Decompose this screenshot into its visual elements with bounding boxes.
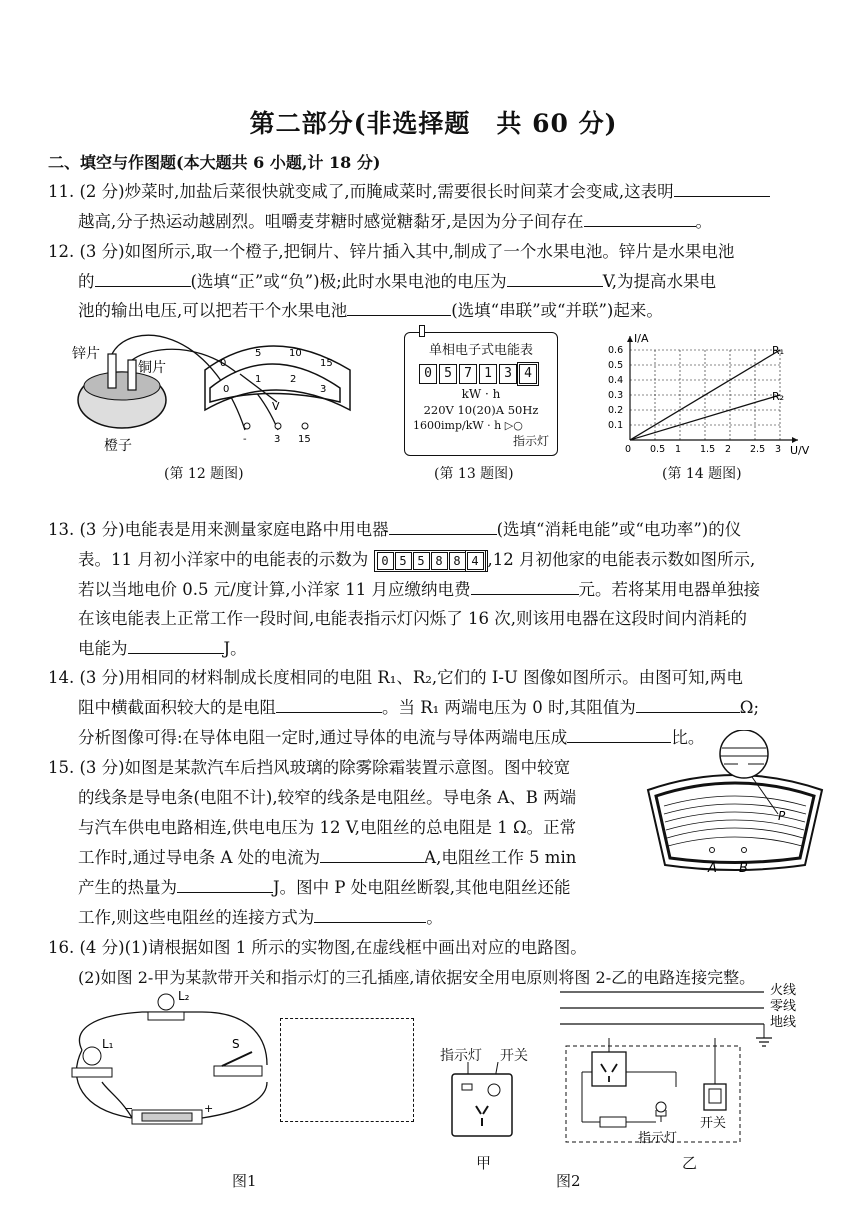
fig13-meter [404,332,558,456]
q13-line5 [78,637,247,661]
point-b-label: B [739,861,748,876]
q13-initial-reading [374,550,488,572]
q15-blank1[interactable] [320,846,424,863]
switch-base [214,1066,262,1076]
q14-text3: Ω; [739,698,760,717]
q11-blank1[interactable] [674,180,770,197]
yi-switch-button [709,1089,721,1103]
meter-digit: 5 [439,364,457,384]
jia-caption: 甲 [476,1154,492,1172]
q13-blank2[interactable] [471,578,579,595]
socket-panel [452,1074,512,1136]
l2-bulb-icon [158,994,174,1010]
voltmeter-unit: V [272,400,280,413]
battery-negative-sign: − [124,1102,134,1115]
q14-text1: 阻中横截面积较大的是电阻 [78,698,276,717]
q12-text2: (选填“正”或“负”)极;此时水果电池的电压为 [190,272,507,291]
q15-text4: J。图中 P 处电阻丝断裂,其他电阻丝还能 [273,878,571,897]
zinc-label: 锌片 [72,346,100,362]
terminal-3 [275,423,281,429]
scale-bottom-0: 0 [223,384,230,395]
q13-line3 [78,578,760,602]
zinc-plate [108,354,116,388]
scale-bottom-3: 3 [320,384,327,395]
series-line-2 [630,395,780,440]
x-tick-label: 2.5 [750,444,766,455]
q12-line1: 12. (3 分)如图所示,取一个橙子,把铜片、锌片插入其中,制成了一个水果电池。锌片是水果电池 [48,242,735,261]
q14-line1: 14. (3 分)用相同的材料制成长度相同的电阻 R₁、R₂,它们的 I-U 图像如图所示。由图可知,两电 [48,668,743,687]
q15-line2: 的线条是导电条(电阻不计),较窄的线条是电阻丝。导电条 A、B 两端 [78,788,577,807]
jia-socket [448,1062,518,1140]
x-tick-label: 3 [775,444,782,455]
meter-digit: 1 [479,364,497,384]
live-label: 火线 [770,983,797,998]
q15-text3: 产生的热量为 [78,878,177,897]
reading-digit: 0 [377,552,394,570]
resistor-icon [600,1117,626,1127]
q15-blank2[interactable] [177,876,273,893]
yi-indicator-lamp-icon [656,1102,666,1112]
jia-switch-label: 开关 [500,1048,528,1064]
reading-digit: 5 [395,552,412,570]
q11-line2 [78,210,712,234]
terminal-3-label: 3 [274,434,281,445]
yi-indicator-label: 指示灯 [638,1131,678,1146]
y-tick-label: 0.5 [608,360,624,371]
socket-switch-icon [488,1084,500,1096]
q11-blank2[interactable] [584,210,696,227]
l1-label: L₁ [102,1037,114,1051]
y-tick-label: 0.1 [608,420,624,431]
copper-label: 铜片 [138,360,166,376]
reading-digit: 8 [431,552,448,570]
x-axis-label: U/V [790,444,810,457]
yi-switch-label: 开关 [700,1116,727,1131]
x-tick-label: 0 [625,444,632,455]
q15-line1: 15. (3 分)如图是某款汽车后挡风玻璃的除雾除霜装置示意图。图中较宽 [48,758,571,777]
meter-indicator-label: 指示灯 [512,434,549,448]
fig15-defroster [640,730,830,880]
q11-text1: 11. (2 分)炒菜时,加盐后菜很快就变咸了,而腌咸菜时,需要很长时间菜才会变咸,这表明 [48,182,674,201]
x-tick-label: 2 [725,444,732,455]
indicator-lamp-icon: ○ [513,419,523,432]
q11-text2: 越高,分子热运动越剧烈。咀嚼麦芽糖时感觉糖黏牙,是因为分子间存在 [78,212,584,231]
y-tick-label: 0.6 [608,345,624,356]
y-tick-label: 0.2 [608,405,624,416]
q14-text4: 分析图像可得:在导体电阻一定时,通过导体的电流与导体两端电压成 [78,728,568,747]
x-tick-label: 0.5 [650,444,666,455]
meter-digit: 7 [459,364,477,384]
q13-line4: 在该电能表上正常工作一段时间,电能表指示灯闪烁了 16 次,则该用电器在这段时间内消耗的 [78,609,747,628]
q14-line3 [78,726,704,750]
q12-text1: 的 [78,272,95,291]
battery-positive-sign: + [204,1102,214,1115]
point-p-label: P [778,809,786,823]
point-a-label: A [708,861,717,876]
q12-blank2[interactable] [507,270,603,287]
meter-hook [419,325,425,337]
q15-line6 [78,906,443,930]
play-icon: ▷ [504,419,514,432]
q15-text1: 工作时,通过导电条 A 处的电流为 [78,848,321,867]
fig12-fruit-battery [70,330,360,462]
q14-line2 [78,696,759,720]
meter-digit: 0 [419,364,437,384]
scale-top-15: 15 [320,358,333,369]
orange-cut-face [84,372,160,400]
ground-label: 地线 [770,1015,797,1030]
fig14-caption: (第 14 题图) [662,466,742,482]
y-axis-arrow [627,336,633,342]
q12-blank1[interactable] [95,270,191,287]
scale-top-0: 0 [220,358,227,369]
l2-label: L₂ [178,990,190,1003]
x-axis-arrow [792,437,798,443]
neutral-label: 零线 [770,999,797,1014]
q13-text7: 电能为 [78,639,128,658]
q14-text5: 比。 [671,728,705,747]
fig2-caption: 图2 [556,1172,581,1190]
reading-digit: 5 [413,552,430,570]
q15-text5: 工作,则这些电阻丝的连接方式为 [78,908,315,927]
circuit-answer-box[interactable] [280,1018,414,1122]
q15-text2: A,电阻丝工作 5 min [424,848,577,867]
q13-text4: ,12 月初他家的电能表示数如图所示, [487,550,756,569]
fig14-iu-chart [600,330,815,462]
meter-digit-decimal: 4 [519,364,537,384]
q13-text1: 13. (3 分)电能表是用来测量家庭电路中用电器 [48,520,389,539]
battery-cell [142,1113,192,1121]
terminal-neg [244,423,250,429]
q16-line1: 16. (4 分)(1)请根据如图 1 所示的实物图,在虚线框中画出对应的电路图。 [48,938,587,957]
terminal-neg-label: - [243,434,247,445]
q15-line3: 与汽车供电电路相连,供电电压为 12 V,电阻丝的总电阻是 1 Ω。正常 [78,818,577,837]
q12-text4: 池的输出电压,可以把若干个水果电池 [78,301,348,320]
q14-text2: 。当 R₁ 两端电压为 0 时,其阻值为 [382,698,636,717]
x-tick-label: 1 [675,444,682,455]
fig1-caption: 图1 [232,1172,257,1190]
q12-text5: (选填“串联”或“并联”)起来。 [451,301,663,320]
q15-line5 [78,876,570,900]
switch-lever [222,1052,252,1066]
q12-blank3[interactable] [347,299,451,316]
y-axis-label: I/A [634,332,649,345]
magnifier-circle [720,730,768,778]
q16-line2: (2)如图 2-甲为某款带开关和指示灯的三孔插座,请依据安全用电原则将图 2-乙的电路连接完整。 [78,968,756,987]
q15-text6: 。 [426,908,443,927]
q13-text2: (选填“消耗电能”或“电功率”)的仪 [496,520,742,539]
q13-line1 [48,518,741,542]
q13-text8: J。 [223,639,247,658]
l1-base [72,1068,112,1077]
q13-line2 [78,548,755,572]
x-tick-label: 1.5 [700,444,716,455]
terminal-15-label: 15 [298,434,311,445]
scale-bottom-2: 2 [290,374,297,385]
orange-label: 橙子 [104,438,132,454]
q12-text3: V,为提高水果电 [602,272,716,291]
q12-line2 [78,270,716,294]
jia-indicator-label: 指示灯 [440,1048,482,1064]
meter-unit: kW · h [461,387,501,401]
q11-text3: 。 [695,212,712,231]
y-tick-label: 0.3 [608,390,624,401]
q14-blank1[interactable] [276,696,382,713]
q13-text6: 元。若将某用电器单独接 [578,580,761,599]
part-title: 第二部分(非选择题 共 60 分) [249,109,618,138]
yi-wiring-diagram [556,982,818,1150]
terminal-15 [302,423,308,429]
ground-symbol-icon [756,1038,772,1046]
section-heading: 二、填空与作图题(本大题共 6 小题,计 18 分) [48,153,381,172]
meter-spec2-row [413,419,557,432]
copper-plate [128,360,136,390]
y-tick-label: 0.4 [608,375,624,386]
terminal-a-dot [710,848,715,853]
q12-line3 [78,299,663,323]
l2-base [148,1012,184,1020]
fig12-caption: (第 12 题图) [164,466,244,482]
terminal-b-dot [742,848,747,853]
scale-top-10: 10 [289,348,302,359]
scale-top-5: 5 [255,348,262,359]
meter-digit: 3 [499,364,517,384]
meter-digits [419,362,557,384]
socket-indicator-icon [462,1084,472,1090]
q11-line1 [48,180,770,204]
switch-label: S [232,1037,240,1051]
series-r2-label: R₂ [772,390,785,403]
q15-line4 [78,846,576,870]
fig13-caption: (第 13 题图) [434,466,514,482]
meter-spec1: 220V 10(20)A 50Hz [423,403,539,417]
meter-spec2: 1600imp/kW · h [413,419,502,432]
q15-blank3[interactable] [314,906,426,923]
l1-bulb-icon [83,1047,101,1065]
q13-blank1[interactable] [389,518,497,535]
fig1-physical-circuit [62,990,282,1140]
series-r1-label: R₁ [772,344,785,357]
q14-blank2[interactable] [636,696,740,713]
yi-caption: 乙 [682,1154,698,1172]
reading-digit-decimal: 4 [467,552,484,570]
meter-title: 单相电子式电能表 [428,343,533,358]
reading-digit: 8 [449,552,466,570]
q13-text3: 表。11 月初小洋家中的电能表的示数为 [78,550,369,569]
voltmeter-body [210,364,340,402]
scale-bottom-1: 1 [255,374,262,385]
q13-text5: 若以当地电价 0.5 元/度计算,小洋家 11 月应缴纳电费 [78,580,471,599]
q13-blank3[interactable] [128,637,224,654]
